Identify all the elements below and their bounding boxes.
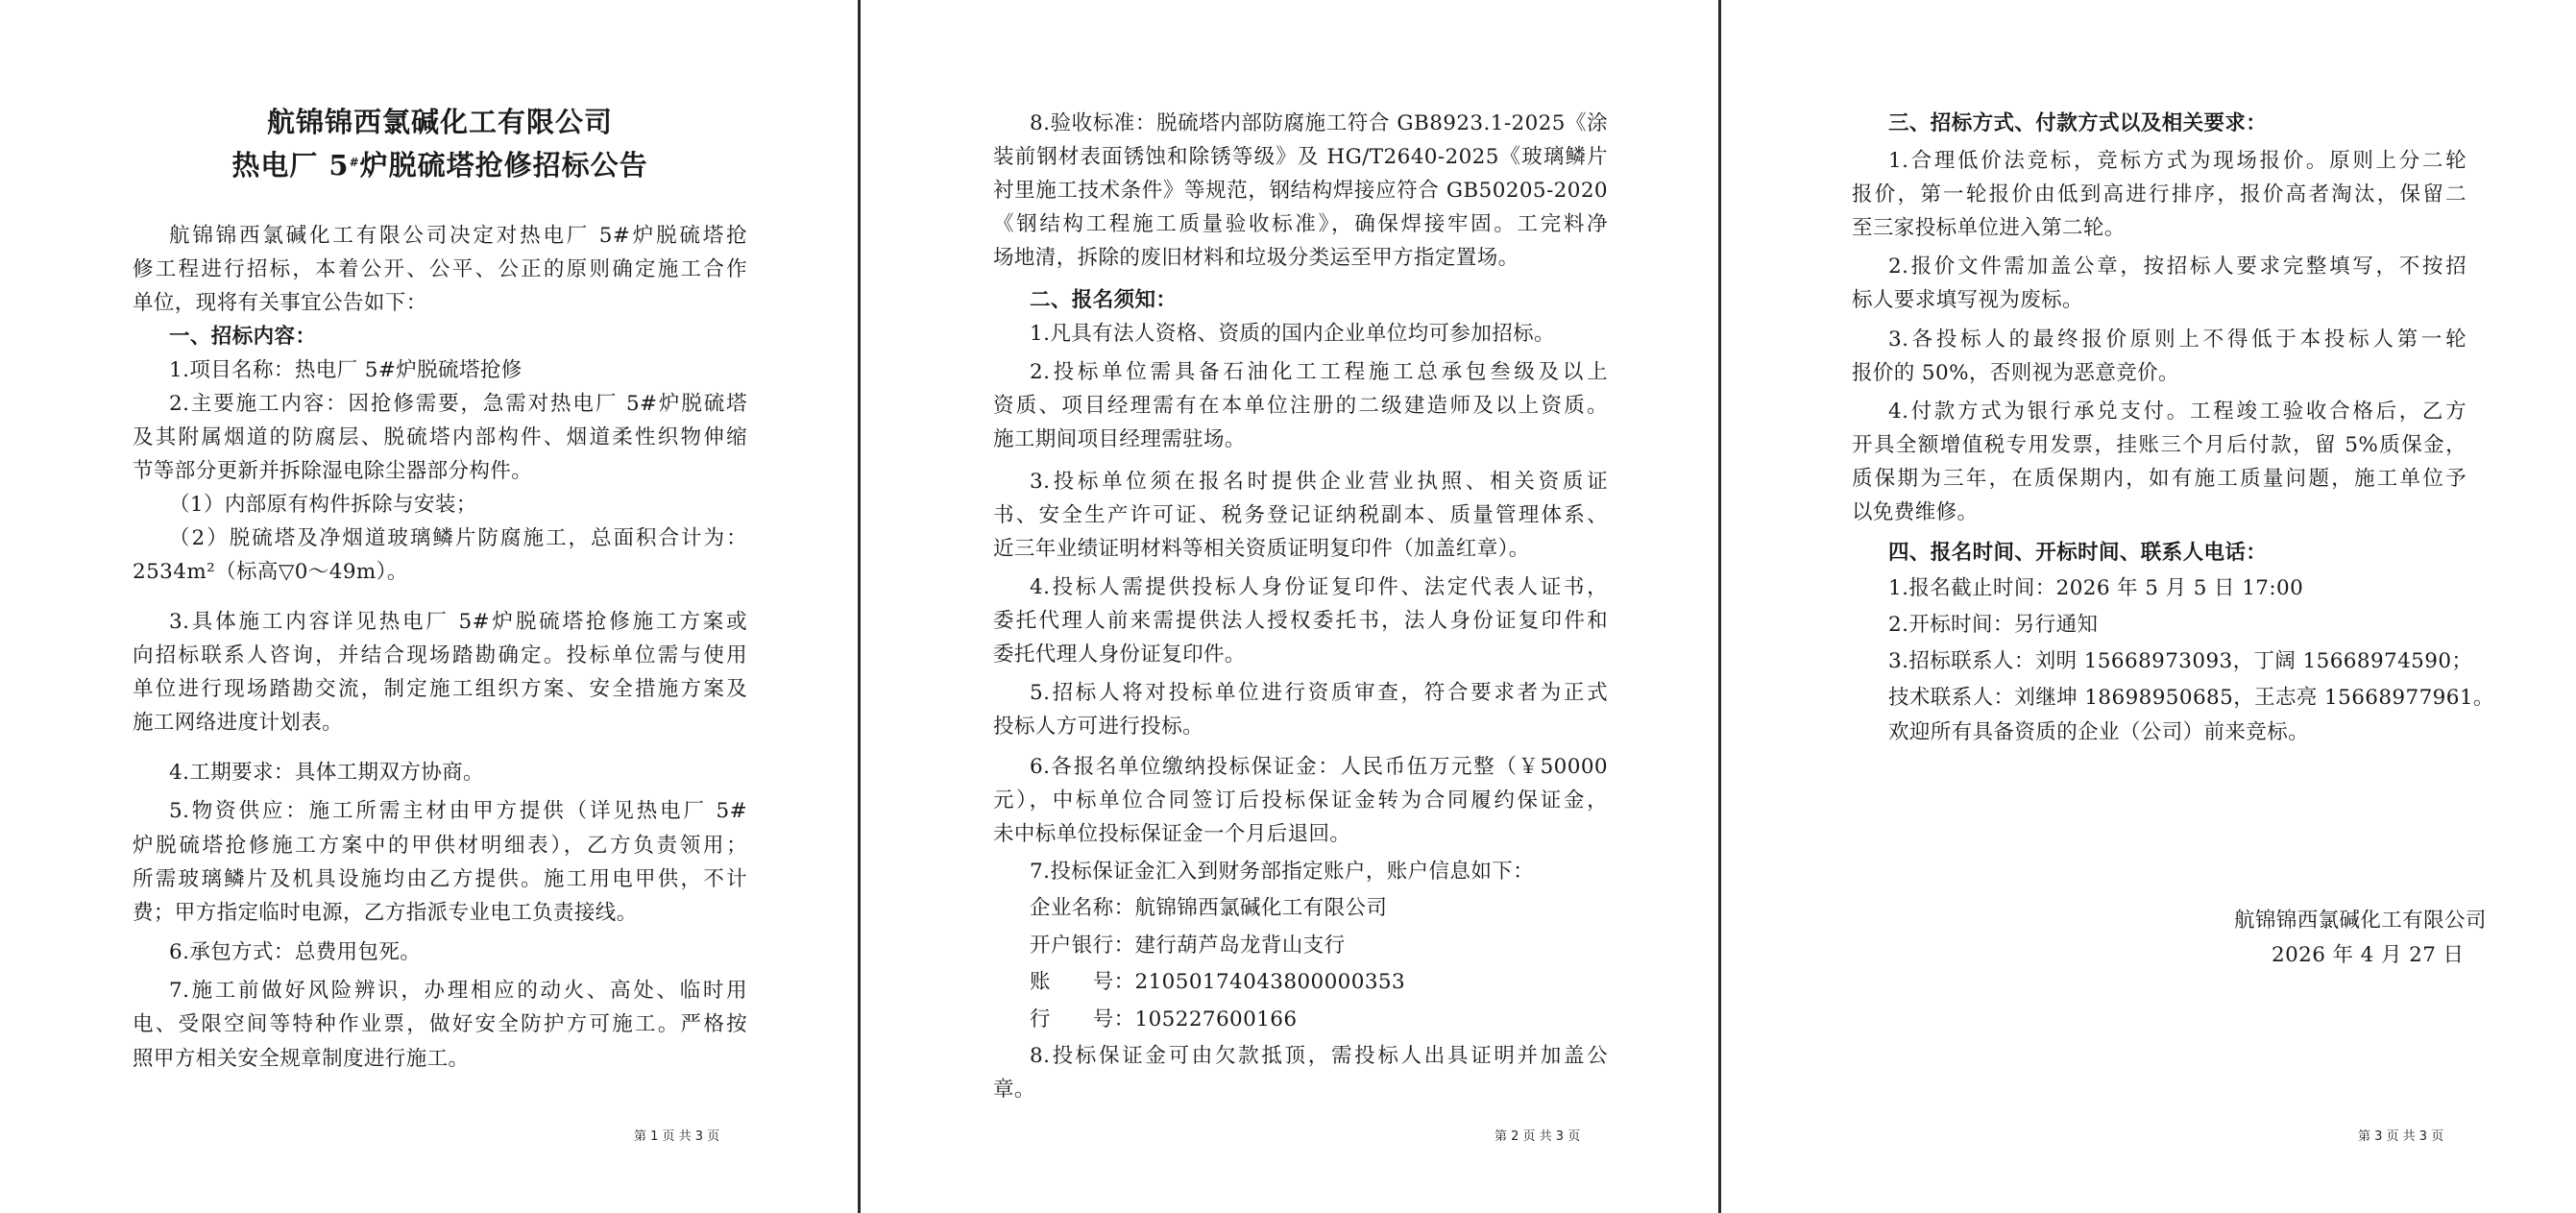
paragraph-line: 2.投标单位需具备石油化工工程施工总承包叁级及以上 bbox=[1030, 360, 1608, 384]
paragraph-line: 衬里施工技术条件》等规范，钢结构焊接应符合 GB50205-2020 bbox=[993, 179, 1608, 203]
paragraph-line: 资质、项目经理需有在本单位注册的二级建造师及以上资质。 bbox=[993, 394, 1608, 418]
document-title-line-1: 航锦锦西氯碱化工有限公司 bbox=[266, 106, 613, 138]
paragraph-line: 节等部分更新并拆除湿电除尘器部分构件。 bbox=[133, 459, 533, 483]
account-bank: 开户银行：建行葫芦岛龙背山支行 bbox=[1030, 934, 1346, 958]
paragraph-line: 电、受限空间等特种作业票，做好安全防护方可施工。严格按 bbox=[133, 1012, 747, 1036]
paragraph-line: 修工程进行招标，本着公开、公平、公正的原则确定施工合作 bbox=[133, 257, 747, 281]
paragraph-line: 委托代理人前来需提供法人授权委托书，法人身份证复印件和 bbox=[993, 609, 1608, 633]
section-heading: 四、报名时间、开标时间、联系人电话： bbox=[1888, 541, 2268, 565]
paragraph-line: 单位，现将有关事宜公告如下： bbox=[133, 291, 427, 315]
account-number: 账 号：21050174043800000353 bbox=[1030, 970, 1406, 994]
paragraph-line: 2534m²（标高▽0～49m）。 bbox=[133, 560, 408, 584]
paragraph-line: 向招标联系人咨询，并结合现场踏勘确定。投标单位需与使用 bbox=[133, 643, 747, 667]
paragraph-line: 1.合理低价法竞标，竞标方式为现场报价。原则上分二轮 bbox=[1888, 149, 2467, 173]
paragraph-line: 6.承包方式：总费用包死。 bbox=[169, 940, 422, 964]
section-heading: 一、招标内容： bbox=[169, 325, 317, 349]
page-footer: 第 1 页 共 3 页 bbox=[634, 1129, 720, 1144]
paragraph-line: 近三年业绩证明材料等相关资质证明复印件（加盖红章）。 bbox=[993, 537, 1530, 561]
paragraph-line: 技术联系人：刘继坤 18698950685，王志亮 15668977961。 bbox=[1888, 686, 2494, 710]
page-1 bbox=[0, 0, 858, 1213]
paragraph-line: 施工网络进度计划表。 bbox=[133, 711, 344, 735]
paragraph-line: 以免费维修。 bbox=[1852, 500, 1979, 524]
page-2 bbox=[861, 0, 1718, 1213]
paragraph-line: 2.主要施工内容：因抢修需要，急需对热电厂 5#炉脱硫塔 bbox=[169, 392, 747, 416]
page-footer: 第 2 页 共 3 页 bbox=[1495, 1129, 1581, 1144]
section-heading: 二、报名须知： bbox=[1030, 288, 1178, 312]
section-heading: 三、招标方式、付款方式以及相关要求： bbox=[1888, 111, 2268, 135]
paragraph-line: 4.投标人需提供投标人身份证复印件、法定代表人证书， bbox=[1030, 575, 1608, 599]
paragraph-line: 1.报名截止时间：2026 年 5 月 5 日 17:00 bbox=[1888, 576, 2304, 600]
paragraph-line: 施工期间项目经理需驻场。 bbox=[993, 427, 1246, 451]
paragraph-line: 装前钢材表面锈蚀和除锈等级》及 HG/T2640-2025《玻璃鳞片 bbox=[993, 145, 1608, 169]
paragraph-line: 欢迎所有具备资质的企业（公司）前来竞标。 bbox=[1888, 720, 2310, 744]
paragraph-line: 4.付款方式为银行承兑支付。工程竣工验收合格后，乙方 bbox=[1888, 400, 2467, 424]
paragraph-line: 场地清，拆除的废旧材料和垃圾分类运至甲方指定置场。 bbox=[993, 246, 1519, 270]
account-company-name: 企业名称：航锦锦西氯碱化工有限公司 bbox=[1030, 896, 1388, 920]
paragraph-line: 报价，第一轮报价由低到高进行排序，报价高者淘汰，保留二 bbox=[1852, 182, 2467, 206]
paragraph-line: 委托代理人身份证复印件。 bbox=[993, 643, 1246, 667]
paragraph-line: 照甲方相关安全规章制度进行施工。 bbox=[133, 1047, 470, 1071]
signature-date: 2026 年 4 月 27 日 bbox=[2272, 943, 2465, 967]
paragraph-line: 单位进行现场踏勘交流，制定施工组织方案、安全措施方案及 bbox=[133, 677, 747, 701]
paragraph-line: 炉脱硫塔抢修施工方案中的甲供材明细表），乙方负责领用； bbox=[133, 834, 747, 858]
page-footer: 第 3 页 共 3 页 bbox=[2358, 1129, 2444, 1144]
paragraph-line: 元），中标单位合同签订后投标保证金转为合同履约保证金， bbox=[993, 788, 1608, 813]
paragraph-line: （1）内部原有构件拆除与安装； bbox=[169, 493, 477, 517]
paragraph-line: 8.投标保证金可由欠款抵顶，需投标人出具证明并加盖公 bbox=[1030, 1044, 1608, 1068]
paragraph-line: 7.施工前做好风险辨识，办理相应的动火、高处、临时用 bbox=[169, 979, 747, 1003]
paragraph-line: 1.项目名称：热电厂 5#炉脱硫塔抢修 bbox=[169, 358, 522, 382]
paragraph-line: 开具全额增值税专用发票，挂账三个月后付款，留 5%质保金， bbox=[1852, 433, 2467, 457]
paragraph-line: 航锦锦西氯碱化工有限公司决定对热电厂 5#炉脱硫塔抢 bbox=[169, 224, 747, 248]
paragraph-line: 3.各投标人的最终报价原则上不得低于本投标人第一轮 bbox=[1888, 328, 2467, 352]
paragraph-line: 报价的 50%，否则视为恶意竞价。 bbox=[1852, 361, 2179, 385]
paragraph-line: 未中标单位投标保证金一个月后退回。 bbox=[993, 822, 1351, 846]
paragraph-line: （2）脱硫塔及净烟道玻璃鳞片防腐施工，总面积合计为： bbox=[169, 526, 747, 550]
account-bank-code: 行 号：105227600166 bbox=[1030, 1007, 1298, 1031]
paragraph-line: 章。 bbox=[993, 1078, 1035, 1102]
paragraph-line: 3.具体施工内容详见热电厂 5#炉脱硫塔抢修施工方案或 bbox=[169, 610, 747, 634]
paragraph-line: 《钢结构工程施工质量验收标准》，确保焊接牢固。工完料净 bbox=[993, 212, 1608, 236]
paragraph-line: 质保期为三年，在质保期内，如有施工质量问题，施工单位予 bbox=[1852, 467, 2467, 491]
paragraph-line: 8.验收标准：脱硫塔内部防腐施工符合 GB8923.1-2025《涂 bbox=[1030, 111, 1608, 135]
document-title-line-2: 热电厂 5#炉脱硫塔抢修招标公告 bbox=[231, 149, 648, 182]
paragraph-line: 及其附属烟道的防腐层、脱硫塔内部构件、烟道柔性织物伸缩 bbox=[133, 425, 747, 449]
paragraph-line: 5.物资供应：施工所需主材由甲方提供（详见热电厂 5# bbox=[169, 799, 747, 823]
paragraph-line: 至三家投标单位进入第二轮。 bbox=[1852, 216, 2126, 240]
paragraph-line: 3.招标联系人：刘明 15668973093，丁阔 15668974590； bbox=[1888, 649, 2473, 673]
paragraph-line: 3.投标单位须在报名时提供企业营业执照、相关资质证 bbox=[1030, 470, 1608, 494]
paragraph-line: 6.各报名单位缴纳投标保证金：人民币伍万元整（￥50000 bbox=[1030, 755, 1608, 779]
paragraph-line: 书、安全生产许可证、税务登记证纳税副本、质量管理体系、 bbox=[993, 503, 1608, 527]
paragraph-line: 2.开标时间：另行通知 bbox=[1888, 613, 2099, 637]
paragraph-line: 投标人方可进行投标。 bbox=[993, 715, 1204, 739]
paragraph-line: 标人要求填写视为废标。 bbox=[1852, 288, 2083, 312]
paragraph-line: 费；甲方指定临时电源，乙方指派专业电工负责接线。 bbox=[133, 901, 638, 925]
paragraph-line: 5.招标人将对投标单位进行资质审查，符合要求者为正式 bbox=[1030, 681, 1608, 705]
paragraph-line: 所需玻璃鳞片及机具设施均由乙方提供。施工用电甲供，不计 bbox=[133, 867, 747, 891]
page-3 bbox=[1721, 0, 2576, 1213]
signature-company: 航锦锦西氯碱化工有限公司 bbox=[2234, 909, 2487, 933]
paragraph-line: 4.工期要求：具体工期双方协商。 bbox=[169, 761, 484, 785]
paragraph-line: 7.投标保证金汇入到财务部指定账户，账户信息如下： bbox=[1030, 860, 1535, 884]
paragraph-line: 1.凡具有法人资格、资质的国内企业单位均可参加招标。 bbox=[1030, 322, 1555, 346]
paragraph-line: 2.报价文件需加盖公章，按招标人要求完整填写，不按招 bbox=[1888, 255, 2467, 279]
